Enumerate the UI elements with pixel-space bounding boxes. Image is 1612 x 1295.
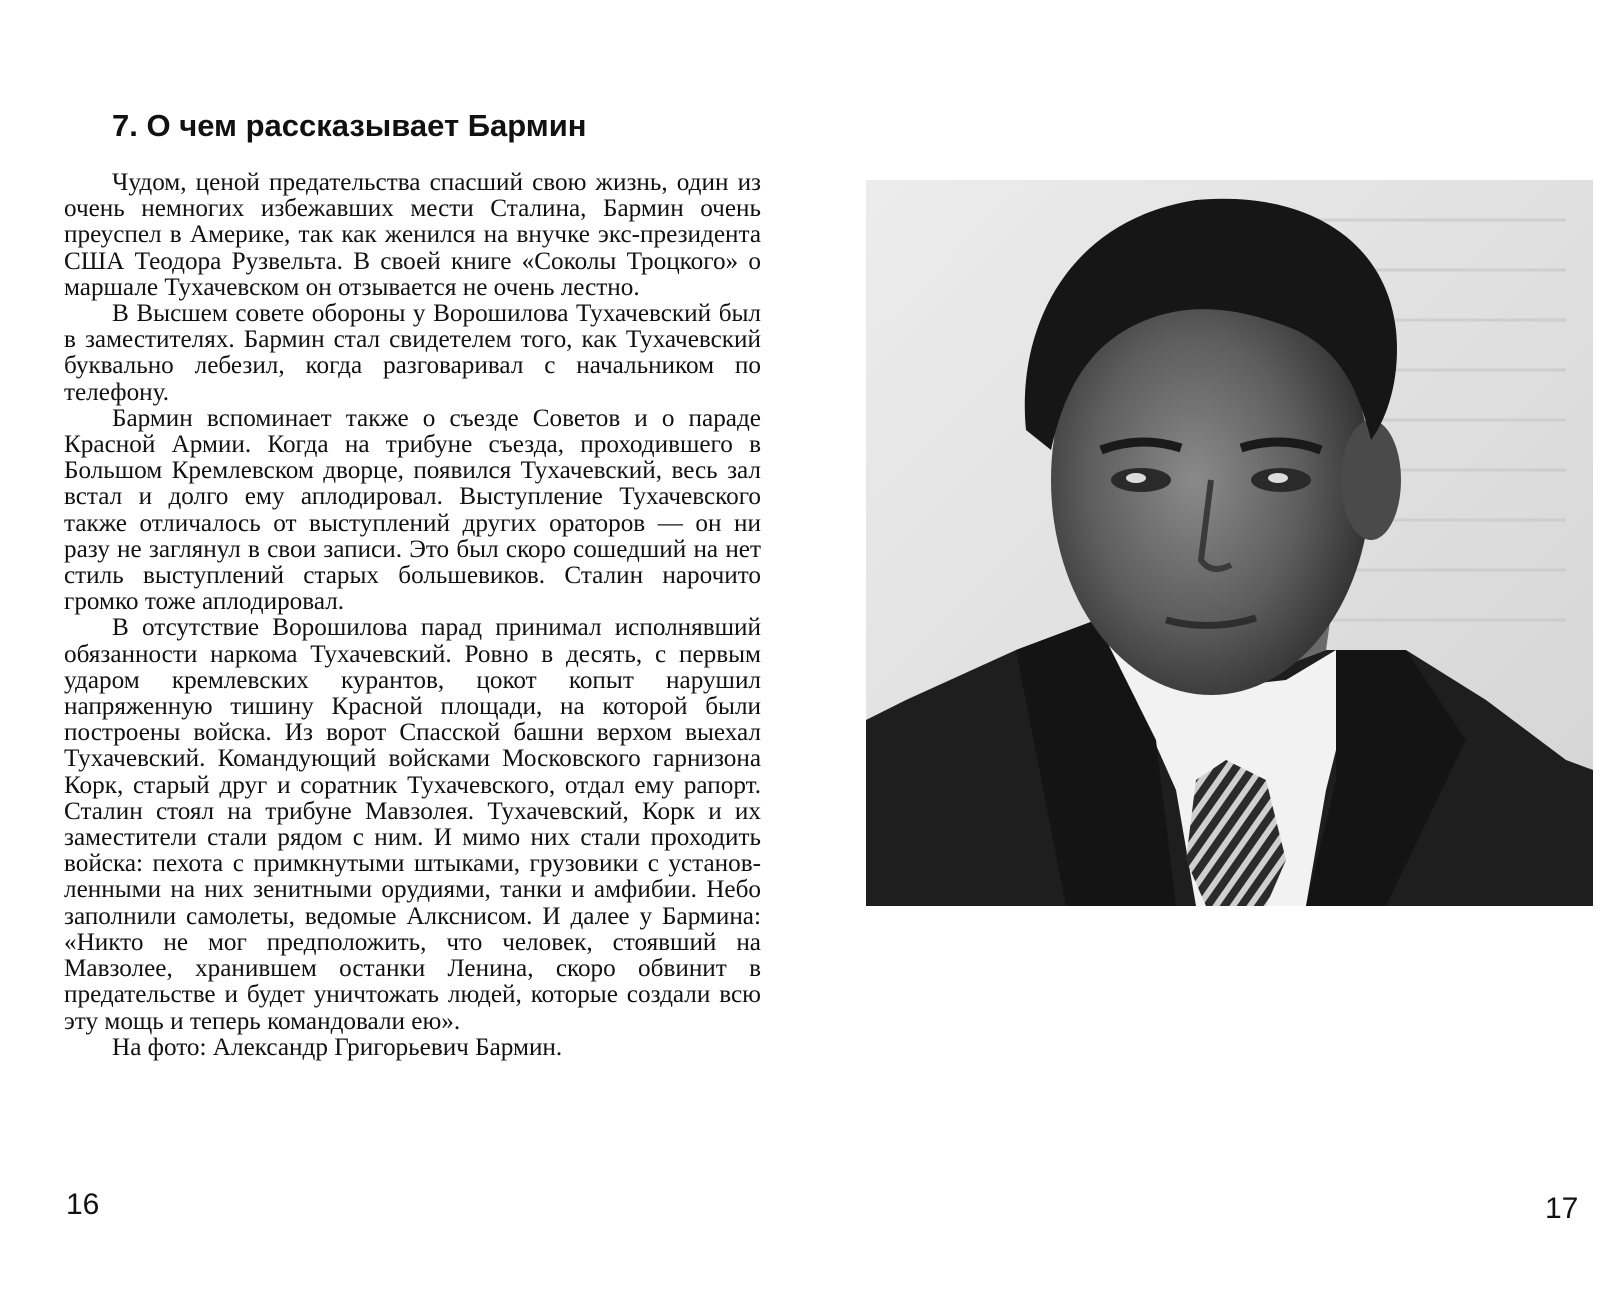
paragraph: В Высшем совете обороны у Ворошилова Тухачевский был в заместителях. Бармин стал свидетелем того, как Тухачевский буквально лебезил, когда разговаривал с начальником по телефону.: [64, 300, 761, 406]
photo-caption: На фото: Александр Григорьевич Бармин.: [112, 1033, 563, 1061]
page-number-right: 17: [1545, 1192, 1579, 1225]
paragraph: Чудом, ценой предательства спасший свою жизнь, один из очень немногих избежавших мести Сталина, Бармин очень преуспел в Америке, так как женился на внучке экс-президента США Теодора Рузвельта. В своей книге «Соколы Троцкого» о маршале Тухачевском он отзывается не очень лестно.: [64, 169, 761, 301]
paragraph: Бармин вспоминает также о съезде Советов и о параде Красной Армии. Когда на трибуне съезда, проходившего в Большом Кремлевском дворце, появился Тухачевский, весь зал встал и долго ему аплодировал. Выступление Тухачевского также отличалось от выступлений других ораторов — он ни разу не заглянул в свои записи. Это был скоро сошедший на нет стиль выступлений старых большевиков. Сталин нарочито громко тоже аплодировал.: [64, 404, 761, 616]
chapter-heading: 7. О чем рассказывает Бармин: [112, 108, 587, 143]
page-number-left: 16: [66, 1188, 100, 1221]
portrait-photo-drawing: [866, 180, 1593, 906]
portrait-photo: [866, 180, 1593, 906]
paragraph: В отсутствие Ворошилова парад принимал исполнявший обязанности наркома Тухачевский. Ровно в десять, с первым ударом кремлевских курантов, цокот копыт нарушил напряженную тишину Красной площади, на которой были построены войска. Из ворот Спасской башни верхом выехал Тухачевский. Командующий войсками Московского гарнизона Корк, старый друг и соратник Тухачевского, отдал ему рапорт. Сталин стоял на трибуне Мавзолея. Тухачевский, Корк и их заместители стали рядом с ним. И мимо них стали проходить войска: пехота с примкнутыми штыками, грузовики с установленными на них зенитными орудиями, танки и амфибии. Небо заполнили самолеты, ведомые Алкснисом. И далее у Бармина: «Никто не мог предположить, что человек, стоявший на Мавзолее, хранившем останки Ленина, скоро обвинит в предательстве и будет уничтожать людей, которые создали всю эту мощь и теперь командовали ею».: [64, 614, 761, 1035]
text-column: [64, 170, 761, 1061]
